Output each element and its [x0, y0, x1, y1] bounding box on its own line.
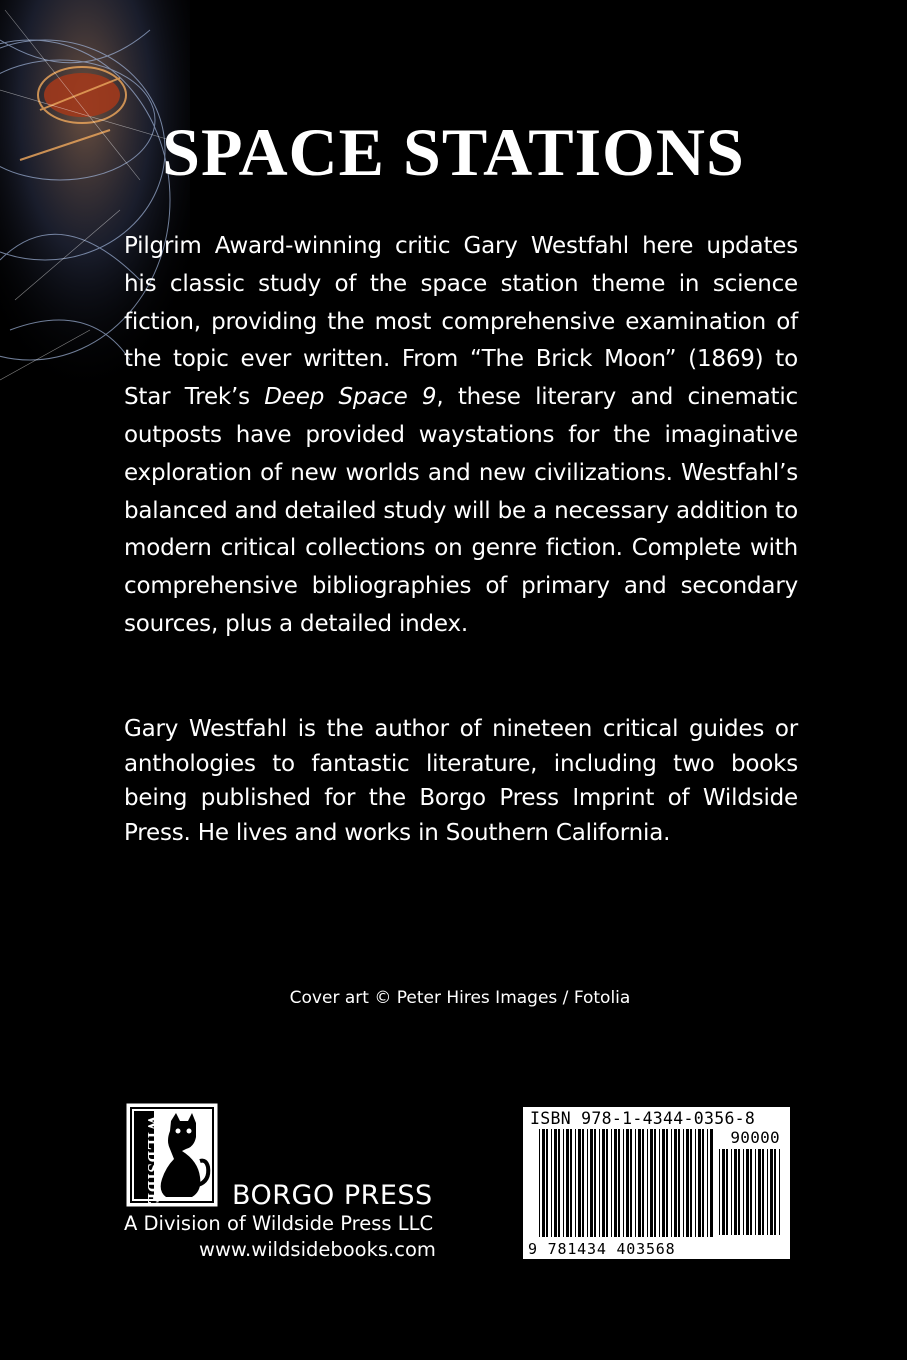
wildside-cat-logo [126, 1103, 218, 1207]
book-title: SPACE STATIONS [162, 114, 745, 190]
publisher-url[interactable]: www.wildsidebooks.com [199, 1238, 436, 1261]
author-bio: Gary Westfahl is the author of nineteen critical guides or anthologies to fantastic literature, including two books being published for the Borgo Press Imprint of Wildside Press. He lives and works in Southern California. [124, 716, 798, 846]
cover-art-credit: Cover art © Peter Hires Images / Fotolia [289, 988, 631, 1008]
publisher-division: A Division of Wildside Press LLC [124, 1212, 434, 1235]
publisher-name: BORGO PRESS [232, 1180, 433, 1211]
price-code: 90000 [730, 1128, 780, 1147]
blurb-text-part-1: Pilgrim Award-winning critic Gary Westfahl here updates his classic study of the space station theme in science fiction, providing the most comprehensive examination of the topic ever written. From “The Brick Moon” (1869) to Star Trek’s [124, 233, 798, 411]
ean-digits: 9 781434 403568 [528, 1240, 676, 1258]
blurb-text-part-2: , these literary and cinematic outposts have provided waystations for the imaginative exploration of new worlds and new civilizations. Westfahl’s balanced and detailed study will be a necessary addition to modern critical collections on genre fiction. Complete with comprehensive bibliographies of primary and secondary sources, plus a detailed index. [124, 384, 798, 637]
blurb-italic-title: Deep Space 9 [264, 384, 437, 411]
barcode-bars [523, 1107, 790, 1259]
book-blurb [124, 228, 798, 644]
isbn-barcode [523, 1107, 790, 1259]
logo-text: WILDSIDE [144, 1115, 161, 1205]
isbn-number: ISBN 978-1-4344-0356-8 [530, 1109, 756, 1128]
